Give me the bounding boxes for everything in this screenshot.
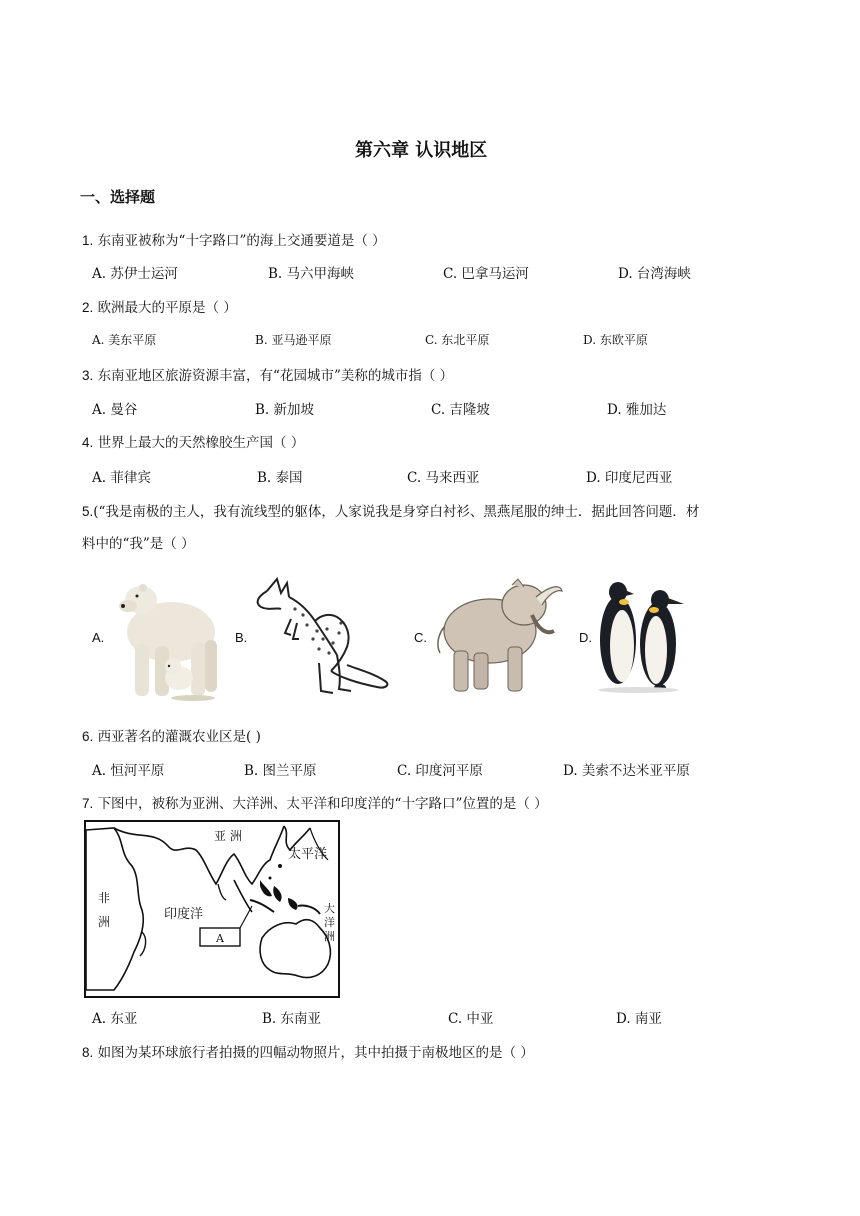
penguins-image: [594, 578, 686, 696]
map-label-asia: 亚 洲: [214, 829, 242, 843]
question-text: (“我是南极的主人，我有流线型的躯体，人家说我是身穿白衬衫、黑燕尾服的绅士．据此回答问题．材: [93, 504, 700, 520]
section-heading: 一、选择题: [80, 188, 156, 206]
question-1: [82, 229, 386, 249]
question-number: 3.: [82, 368, 94, 383]
question-text: 东南亚被称为“十字路口”的海上交通要道是（ ）: [97, 233, 386, 249]
option-a[interactable]: A. 东亚: [92, 1011, 138, 1027]
option-a[interactable]: A. 苏伊士运河: [92, 266, 178, 282]
map-label-africa: 非: [98, 891, 111, 905]
option-b[interactable]: B. 亚马逊平原: [255, 333, 332, 347]
option-b[interactable]: B. 新加坡: [255, 402, 315, 418]
question-number: 1.: [82, 233, 94, 248]
mammoth-image: [428, 575, 564, 700]
map-box-a-label: A: [216, 932, 224, 945]
option-a[interactable]: A. 恒河平原: [92, 763, 165, 779]
question-number: 5.: [82, 504, 94, 519]
question-text: 东南亚地区旅游资源丰富，有“花园城市”美称的城市指（ ）: [97, 368, 454, 384]
question-text: 下图中，被称为亚洲、大洋洲、太平洋和印度洋的“十字路口”位置的是（ ）: [97, 796, 548, 812]
option-d[interactable]: D. 美索不达米亚平原: [563, 763, 690, 779]
question-number: 8.: [82, 1045, 94, 1060]
question-text: 如图为某环球旅行者拍摄的四幅动物照片，其中拍摄于南极地区的是（ ）: [97, 1045, 534, 1061]
question-number: 4.: [82, 435, 94, 450]
option-d[interactable]: D. 台湾海峡: [618, 266, 691, 282]
question-2: [82, 296, 237, 316]
map-label-oceania: 洲: [324, 930, 335, 943]
question-text: 世界上最大的天然橡胶生产国（ ）: [97, 435, 305, 451]
option-c[interactable]: C. 东北平原: [425, 333, 490, 347]
option-a[interactable]: A. 美东平原: [92, 333, 157, 347]
option-c[interactable]: C. 中亚: [448, 1011, 494, 1027]
option-b[interactable]: B. 图兰平原: [244, 763, 317, 779]
map-label-oceania: 大: [324, 902, 335, 915]
question-text: 西亚著名的灌溉农业区是( ): [97, 729, 261, 745]
option-b[interactable]: B.: [235, 630, 248, 645]
question-number: 7.: [82, 796, 94, 811]
question-6: [82, 725, 261, 745]
option-c[interactable]: C. 吉隆坡: [431, 402, 490, 418]
question-5-line-2: 料中的“我”是（ ）: [82, 536, 195, 552]
option-b[interactable]: B. 马六甲海峡: [268, 266, 355, 282]
page-title: 第六章 认识地区: [355, 140, 488, 161]
option-d[interactable]: D. 东欧平原: [583, 333, 648, 347]
option-b[interactable]: B. 东南亚: [262, 1011, 322, 1027]
question-5: [82, 500, 699, 520]
question-7: [82, 792, 548, 812]
question-8: [82, 1041, 534, 1061]
question-4: [82, 431, 304, 451]
option-c[interactable]: C. 巴拿马运河: [443, 266, 529, 282]
option-b[interactable]: B. 泰国: [257, 470, 303, 486]
polar-bear-image: [113, 570, 223, 705]
option-c[interactable]: C. 马来西亚: [407, 470, 480, 486]
question-number: 2.: [82, 300, 94, 315]
question-number: 6.: [82, 729, 94, 744]
option-a[interactable]: A. 曼谷: [92, 402, 138, 418]
option-d[interactable]: D.: [579, 630, 592, 645]
question-text: 欧洲最大的平原是（ ）: [97, 300, 237, 316]
map-label-oceania: 洋: [324, 916, 335, 929]
option-c[interactable]: C. 印度河平原: [397, 763, 483, 779]
option-a[interactable]: A.: [92, 630, 105, 645]
map-label-africa: 洲: [98, 915, 111, 929]
option-a[interactable]: A. 菲律宾: [92, 470, 151, 486]
map-label-indian-ocean: 印度洋: [164, 907, 204, 922]
option-d[interactable]: D. 印度尼西亚: [586, 470, 673, 486]
region-map: [84, 820, 340, 998]
option-d[interactable]: D. 雅加达: [607, 402, 667, 418]
map-label-pacific: 太平洋: [288, 847, 328, 862]
option-c[interactable]: C.: [414, 630, 427, 645]
option-d[interactable]: D. 南亚: [616, 1011, 662, 1027]
kangaroo-image: [247, 573, 397, 698]
question-3: [82, 364, 453, 384]
